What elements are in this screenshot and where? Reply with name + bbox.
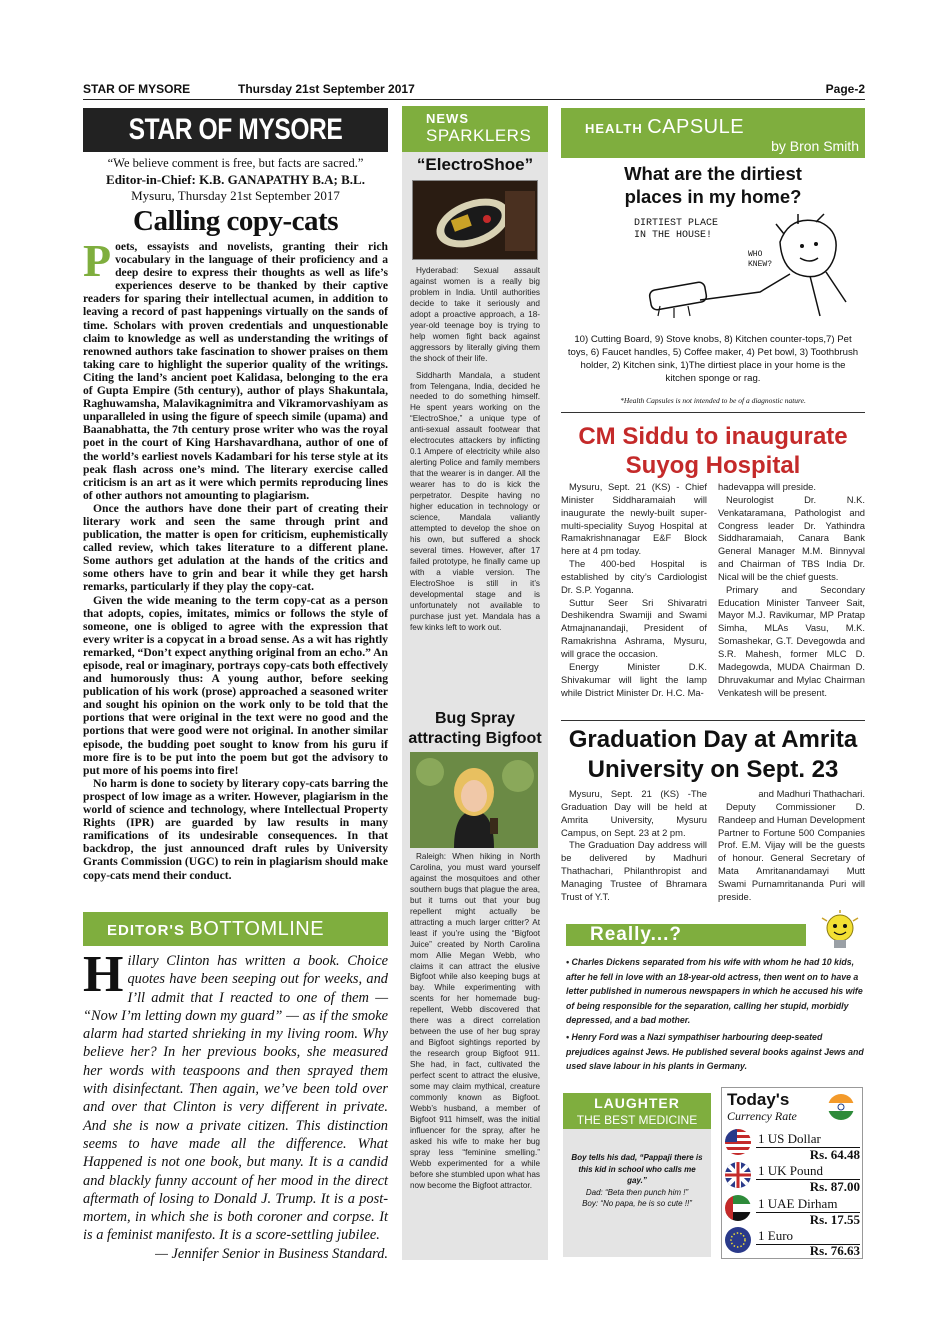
currency-title: Today's <box>727 1090 790 1109</box>
laughter-label-bold: LAUGHTER <box>594 1095 680 1111</box>
really-item-text: Charles Dickens separated from his wife with whom he had 10 kids, after he fell in love with an 18-year-old actress, then went on to have a letter published in numerous newspapers in which he accused his wife of being responsible for the separation, calling her stupid, morbidly depressed, and a bad mother. <box>566 957 863 1026</box>
laughter-label: THE BEST MEDICINE <box>576 1113 698 1127</box>
cm-headline <box>561 422 865 480</box>
bullet-icon: • <box>566 957 572 967</box>
bottomline-banner <box>83 912 388 946</box>
health-disclaimer: *Health Capsules is not intended to be of a diagnostic nature. <box>620 396 806 405</box>
laughter-joke <box>563 1129 711 1257</box>
really-item-text: Henry Ford was a Nazi sympathiser harbouring deep-seated prejudices against Jews. He published several books against Jews and used slave labour in his plants in Germany. <box>566 1031 864 1072</box>
bullet-icon: • <box>566 1031 572 1042</box>
flag-eu-icon <box>725 1227 751 1253</box>
page-header <box>83 80 865 100</box>
bugspray-head-line1: Bug Spray <box>434 710 515 727</box>
cm-story-left <box>561 481 707 699</box>
currency-value: Rs. 17.55 <box>809 1212 860 1227</box>
currency-value: Rs. 87.00 <box>809 1179 860 1194</box>
drop-cap: H <box>83 946 124 1003</box>
currency-value: Rs. 76.63 <box>809 1243 860 1258</box>
really-label: Really...? <box>590 924 683 945</box>
currency-value: Rs. 64.48 <box>809 1147 860 1162</box>
bugspray-p1: Raleigh: When hiking in North Carolina, you must ward yourself against the mosquitoes and other southern bugs that plague the area, but it turns out that your bug repellent might actually be attracting a much larger critter? At least if you’re using the “Bigfoot Juice” created by North Carolina mom Allie Megan Webb, who claims it can attract the elusive Bigfoot while also keeping bugs at bay. While experimenting with scents for her homemade bug-repellent, Webb discovered that there was a direct correlation between the use of her bug spray and Bigfoot sightings reported by the research group Bigfoot 911. She had, in fact, cultivated the perfect scent to attract the elusive, some may claim mythical, creature commonly known as Bigfoot. Webb’s husband, a member of Bigfoot 911 himself, was the initial influencer for the spray, after he asked his wife to make her bug spray less “feminine smelling.” Webb experimented for a while before she stumbled upon what has now become the Bigfoot attractor. <box>410 852 540 1190</box>
currency-name: 1 US Dollar <box>758 1131 821 1146</box>
page-number: Page-2 <box>825 82 865 96</box>
cartoon-bubble <box>748 250 772 270</box>
editor-in-chief: Editor-in-Chief: K.B. GANAPATHY B.A; B.L. <box>106 172 365 187</box>
motto: “We believe comment is free, but facts are sacred.” <box>107 156 364 170</box>
health-answer: 10) Cutting Board, 9) Stove knobs, 8) Kitchen counter-tops,7) Pet toys, 6) Faucet handles, 5) Coffee maker, 4) Pet bowl, 3) Toothbrush holder, 2) Kitchen sink, 1)The dirtiest place in your home is the kitchen sponge or rag. <box>567 334 859 384</box>
electroshoe-story <box>410 266 540 633</box>
grad-headline <box>561 725 865 785</box>
currency-subtitle: Currency Rate <box>727 1109 797 1123</box>
flag-us-icon <box>725 1129 751 1155</box>
health-question <box>561 162 865 208</box>
cartoon-bubble-line2: KNEW? <box>748 260 773 269</box>
electroshoe-p2: Siddharth Mandala, a student from Telengana, India, decided he needed to do something himself. He spent years working on the “ElectroShoe,” a unique type of anti-sexual assault footwear that electrocutes attackers by inflicting 0.1 Ampere of electricity while also alerting Police and family members that the wearer is in danger. All the wearer has to do is kick the perpetrator. Despite having no higher education in technology or science, Mandala valiantly attempted to develop the shoe on his own, but suffered a shock several times. However, after 17 failed prototype, he finally came up with a viable version. The ElectroShoe is still in it’s developmental stage and is unfortunately not available to purchase just yet. Mandala has a few kinks left to work out. <box>410 370 540 632</box>
masthead <box>83 108 388 152</box>
india-flag-icon <box>828 1094 854 1120</box>
issue-date: Thursday 21st September 2017 <box>238 82 415 96</box>
sparklers-label-bold: NEWS <box>426 111 469 126</box>
currency-name: 1 UAE Dirham <box>758 1196 838 1211</box>
currency-name: 1 Euro <box>758 1228 794 1243</box>
bugspray-story <box>410 852 540 1192</box>
health-cartoon <box>630 212 860 322</box>
cm-left-p1: Mysuru, Sept. 21 (KS) - Chief Minister Siddharamaiah will inaugurate the newly-built super-multi-speciality Suyog Hospital at Ramakrishnanagar E&F Block here at 4 pm today. <box>561 481 707 557</box>
health-question-line1: What are the dirtiest <box>624 163 802 184</box>
joke-line3: Boy: “No papa, he is so cute !!” <box>582 1199 692 1208</box>
editorial-p1: oets, essayists and novelists, granting their rich vocabulary in the language of their proficiency and a deep desire to express their thoughts as well as life’s experiences deserve to be thanked by their captive readers for sparing their intellectual acumen, in addition to leaving a record of past happenings virtually on the sands of time. Scholars with proven credentials and unquestionable claim to knowledge as well as understanding the writings of renowned authors take fascination to shower praises on them taking care to highlight the superior quality of the writings. Citing the land’s ancient poet Kalidasa, belonging to the era of Gupta Empire (5th century), author of plays Shakuntala, Raghuwamsha, Malavikagnimitra and Vikramorvashiyam as unparalleled in using the figure of speech simile (upama) and Baanabhatta, the 7th century prose writer who was the royal poet in the court of King Harshavardhana, author of one of the world’s earliest novels Kadambari for his terse style at its peak flash across one’s mind. The literary exercise called criticism is an art as it were which permits reproducing lines of other authors not amounting to plagiarism. <box>83 240 388 502</box>
drop-cap: P <box>83 235 112 286</box>
cm-left-p3: Suttur Seer Sri Shivaratri Deshikendra Swamiji and Swami Atmajnanandaji, President of Ramakrishna Ashrama, Mysuru, will grace the occasion. <box>561 596 707 659</box>
masthead-title: STAR OF MYSORE <box>128 113 343 146</box>
joke-line1: Boy tells his dad, “Pappaji there is this kid in school who calls me gay.” <box>571 1153 703 1185</box>
editorial-headline: Calling copy-cats <box>133 205 338 237</box>
editorial-p3: Given the wide meaning to the term copy-cat as a person that adopts, copies, imitates, mimics or follows the style of someone, one is obliged to agree with the expression that every writer is a copycat in a broad sense. As a wit has rightly remarked, “Don’t expect anything original from an echo.” An episode, real or imaginary, portrays copy-cats both effectively and humorously thus: A young author, before seeking publication of his work (prose) approached a seasoned writer and sought his opinion on the work only to be told that the portions that were original in the text were no good and the portions that were good were not original. In another similar episode, the budding poet sought to know from his guru if more fire is to be put into the poem but got the advisory to put more of his poems into fire! <box>83 593 388 777</box>
bottomline-label-bold: EDITOR'S <box>107 922 185 939</box>
really-banner <box>566 924 806 946</box>
grad-right-p2: Deputy Commissioner D. Randeep and Human Development Partner to Fortune 500 Companies Prof. E.M. Vijay will be the guests of honour. General Secretary of Mata Amritanandamayi Mutt Swami Purnamritananda Puri will preside. <box>718 800 865 902</box>
electroshoe-photo <box>412 180 538 260</box>
editorial-body <box>83 235 388 882</box>
bugspray-headline <box>402 709 548 749</box>
bugspray-photo <box>410 752 538 848</box>
cartoon-caption <box>634 218 718 242</box>
electroshoe-p1: Hyderabad: Sexual assault against women is a really big problem in India. Until authorities decide to take it seriously and adopt a proactive approach, a 18-year-old teenage boy is trying to help women fight back against aggressors by literally giving them the shock of their life. <box>410 266 540 363</box>
bottomline-credit: — Jennifer Senior in Business Standard. <box>155 1245 388 1262</box>
health-label-bold: HEALTH <box>585 121 643 136</box>
really-item <box>566 955 865 1028</box>
cartoon-caption-line1: DIRTIEST PLACE <box>634 218 719 229</box>
sparklers-label: SPARKLERS <box>426 126 532 145</box>
grad-story-left <box>561 788 707 904</box>
laughter-banner <box>563 1093 711 1129</box>
grad-left-p1: Mysuru, Sept. 21 (KS) -The Graduation Day will be held at Amrita University, Mysuru Campus, on Sept. 23 at 2 pm. <box>561 788 707 838</box>
bugspray-head-line2: attracting Bigfoot <box>408 730 542 747</box>
divider <box>561 412 865 413</box>
paper-name: STAR OF MYSORE <box>83 82 191 96</box>
health-question-line2: places in my home? <box>624 186 802 207</box>
cm-right-p1: hadevappa will preside. <box>718 481 816 492</box>
cm-right-p2: Neurologist Dr. N.K. Venkataramana, Pathologist and Congress leader Dr. Yathindra Siddharamaiah, Canara Bank General Manager M.M. Binnyval and Chairman of TBS India Dr. Nical will be the chief guests. <box>718 493 865 582</box>
cm-story-right <box>718 481 865 699</box>
cartoon-bubble-line1: WHO <box>748 250 763 259</box>
editorial-p2: Once the authors have done their part of creating their literary work and seen the same through print and publication, the matter is open for criticism, euphemistically called review, which takes literature to a different plane. Some authors get adulation at the hands of the critics and some others have to grin and bear it while they get harsh remarks, particularly if they play the copy-cat. <box>83 501 388 594</box>
bottomline-label: BOTTOMLINE <box>189 918 325 940</box>
health-byline: by Bron Smith <box>771 138 859 154</box>
grad-head-line2: University on Sept. 23 <box>587 756 839 783</box>
flag-uae-icon <box>725 1195 751 1221</box>
dateline: Mysuru, Thursday 21st September 2017 <box>131 188 340 203</box>
health-label: CAPSULE <box>647 116 745 138</box>
bottomline-text: illary Clinton has written a book. Choice quotes have been seeping out for weeks, and I’ll admit that I reacted to one of them — “Now I’m letting down my guard” — as if the smoke alarm had started shrieking in my living room. Why believe her? In her previous books, she measured her words with teaspoons and then sprayed them with disinfectant. Then again, we’ve been told over and over that Clinton is very different in private. And she is now a private citizen. This distinction seems to have made all the difference. What Happened is not one book, but many. It is a candid and blackly funny account of her mood in the direct aftermath of losing to Donald J. Trump. It is a post-mortem, in which she is both coroner and corpse. It is a feminist manifesto. It is a score-settling jubilee. <box>83 953 388 1244</box>
editorial-p4: No harm is done to society by literary copy-cats barring the prospect of low image as a writer. However, plagiarism in the world of science and technology, where Intellectual Property Rights (IPR) are guarded by law results in many ramifications of its undesirable consequences. In that backdrop, the just announced draft rules by University Grants Commission (UGC) to rein in plagiarism should make copy-cats mend their conduct. <box>83 776 388 882</box>
bottomline-body <box>83 946 388 1263</box>
cm-head-line1: CM Siddu to inaugurate <box>578 423 848 450</box>
electroshoe-headline: “ElectroShoe” <box>416 155 534 174</box>
divider <box>561 720 865 721</box>
cartoon-caption-line2: IN THE HOUSE! <box>634 230 713 241</box>
grad-right-p1: and Madhuri Thathachari. <box>758 788 865 799</box>
grad-head-line1: Graduation Day at Amrita <box>568 726 858 753</box>
currency-name: 1 UK Pound <box>758 1163 824 1178</box>
cm-head-line2: Suyog Hospital <box>625 452 801 479</box>
health-banner <box>561 108 865 158</box>
grad-left-p2: The Graduation Day address will be delivered by Madhuri Thathachari, Philanthropist and Managing Trustee of Bhramara Trust of Y.T. <box>561 839 707 902</box>
cm-right-p3: Primary and Secondary Education Minister Tanveer Sait, Mayor M.J. Ravikumar, MP Pratap Simha, MLAs Vasu, M.K. Somashekar, G.T. Devegowda and S.R. Mahesh, former MLC D. Madegowda, MUDA Chairman D. Dhruvakumar and Mylac Chairman Venkatesh will be present. <box>718 583 865 698</box>
lightbulb-icon <box>820 910 860 954</box>
grad-story-right <box>718 788 865 904</box>
really-item <box>566 1030 865 1074</box>
sparklers-banner <box>402 106 548 152</box>
flag-uk-icon <box>725 1162 751 1188</box>
joke-line2: Dad: “Beta then punch him !” <box>585 1187 689 1197</box>
really-list <box>566 955 865 1076</box>
cm-left-p4: Energy Minister D.K. Shivakumar will light the lamp while District Minister Dr. H.C. Ma- <box>561 660 707 698</box>
cm-left-p2: The 400-bed Hospital is established by city’s Cardiologist Dr. S.P. Yoganna. <box>561 558 707 595</box>
